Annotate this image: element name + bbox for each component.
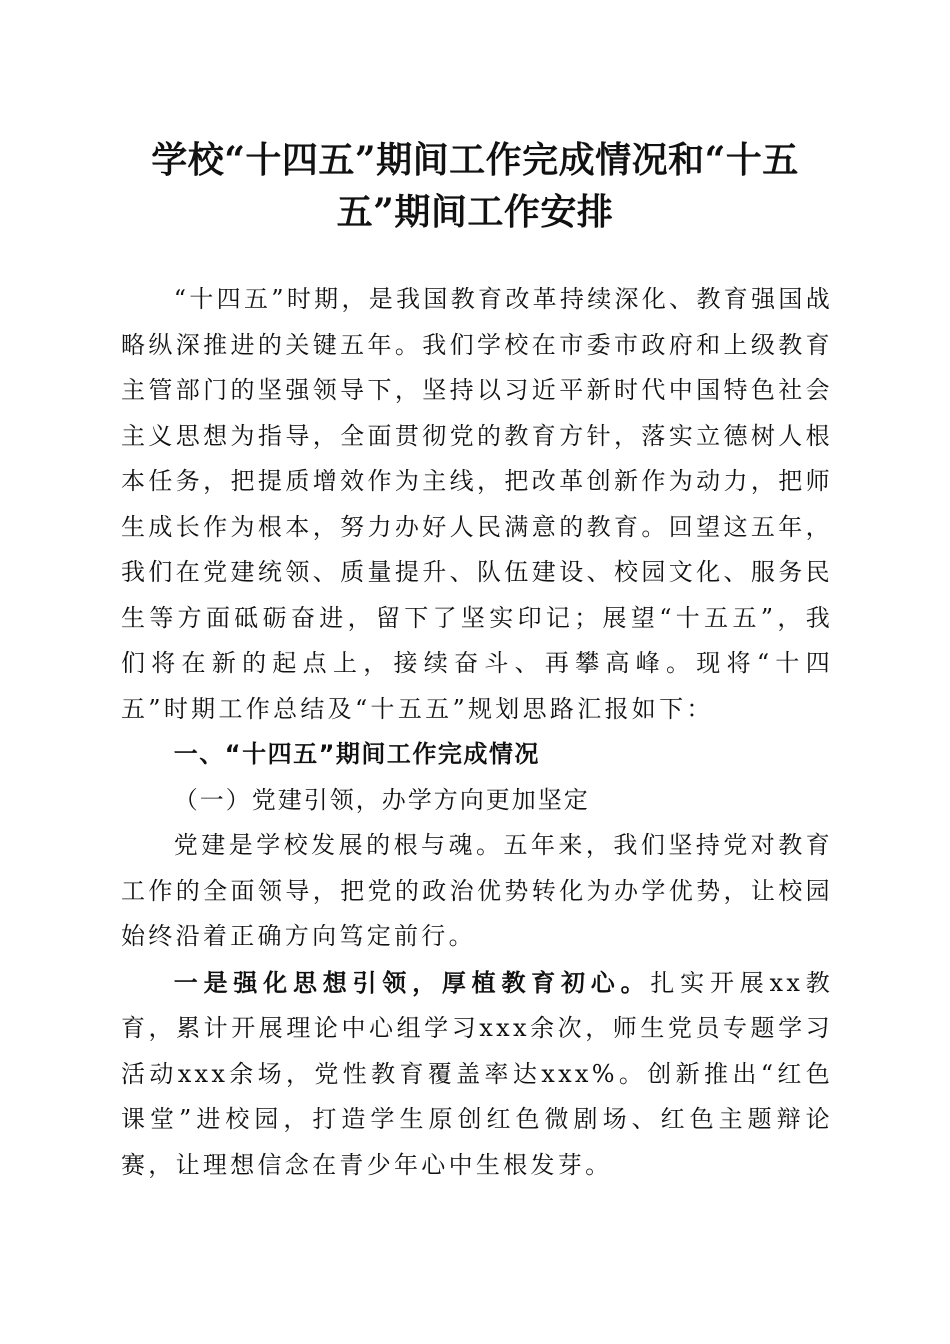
intro-paragraph: “十四五”时期，是我国教育改革持续深化、教育强国战略纵深推进的关键五年。我们学校在市委市政府和上级教育主管部门的坚强领导下，坚持以习近平新时代中国特色社会主义思想为指导，全面贯彻党的教育方针，落实立德树人根本任务，把提质增效作为主线，把改革创新作为动力，把师生成长作为根本，努力办好人民满意的教育。回望这五年，我们在党建统领、质量提升、队伍建设、校园文化、服务民生等方面砥砺奋进，留下了坚实印记；展望“十五五”，我们将在新的起点上，接续奋斗、再攀高峰。现将“十四五”时期工作总结及“十五五”规划思路汇报如下：: [121, 285, 833, 723]
title-line-1: 学校“十四五”期间工作完成情况和“十五: [151, 139, 799, 181]
subsection-paragraph: 党建是学校发展的根与魂。五年来，我们坚持党对教育工作的全面领导，把党的政治优势转化为办学优势，让校园始终沿着正确方向笃定前行。: [121, 831, 833, 950]
document-title: [100, 134, 850, 238]
section-heading: 一、“十四五”期间工作完成情况: [173, 740, 540, 768]
point-paragraph: [121, 960, 833, 1189]
title-line-2: 五”期间工作安排: [336, 191, 614, 233]
document-body: [121, 277, 833, 1188]
point-text: 扎实开展xx教育，累计开展理论中心组学习xxx余次，师生党员专题学习活动xxx余场，党性教育覆盖率达xxx%。创新推出“红色课堂”进校园，打造学生原创红色微剧场、红色主题辩论赛，让理想信念在青少年心中生根发芽。: [121, 968, 833, 1179]
subsection-heading: （一）党建引领，办学方向更加坚定: [173, 785, 590, 814]
point-lead: 一是强化思想引领，厚植教育初心。: [173, 967, 651, 997]
